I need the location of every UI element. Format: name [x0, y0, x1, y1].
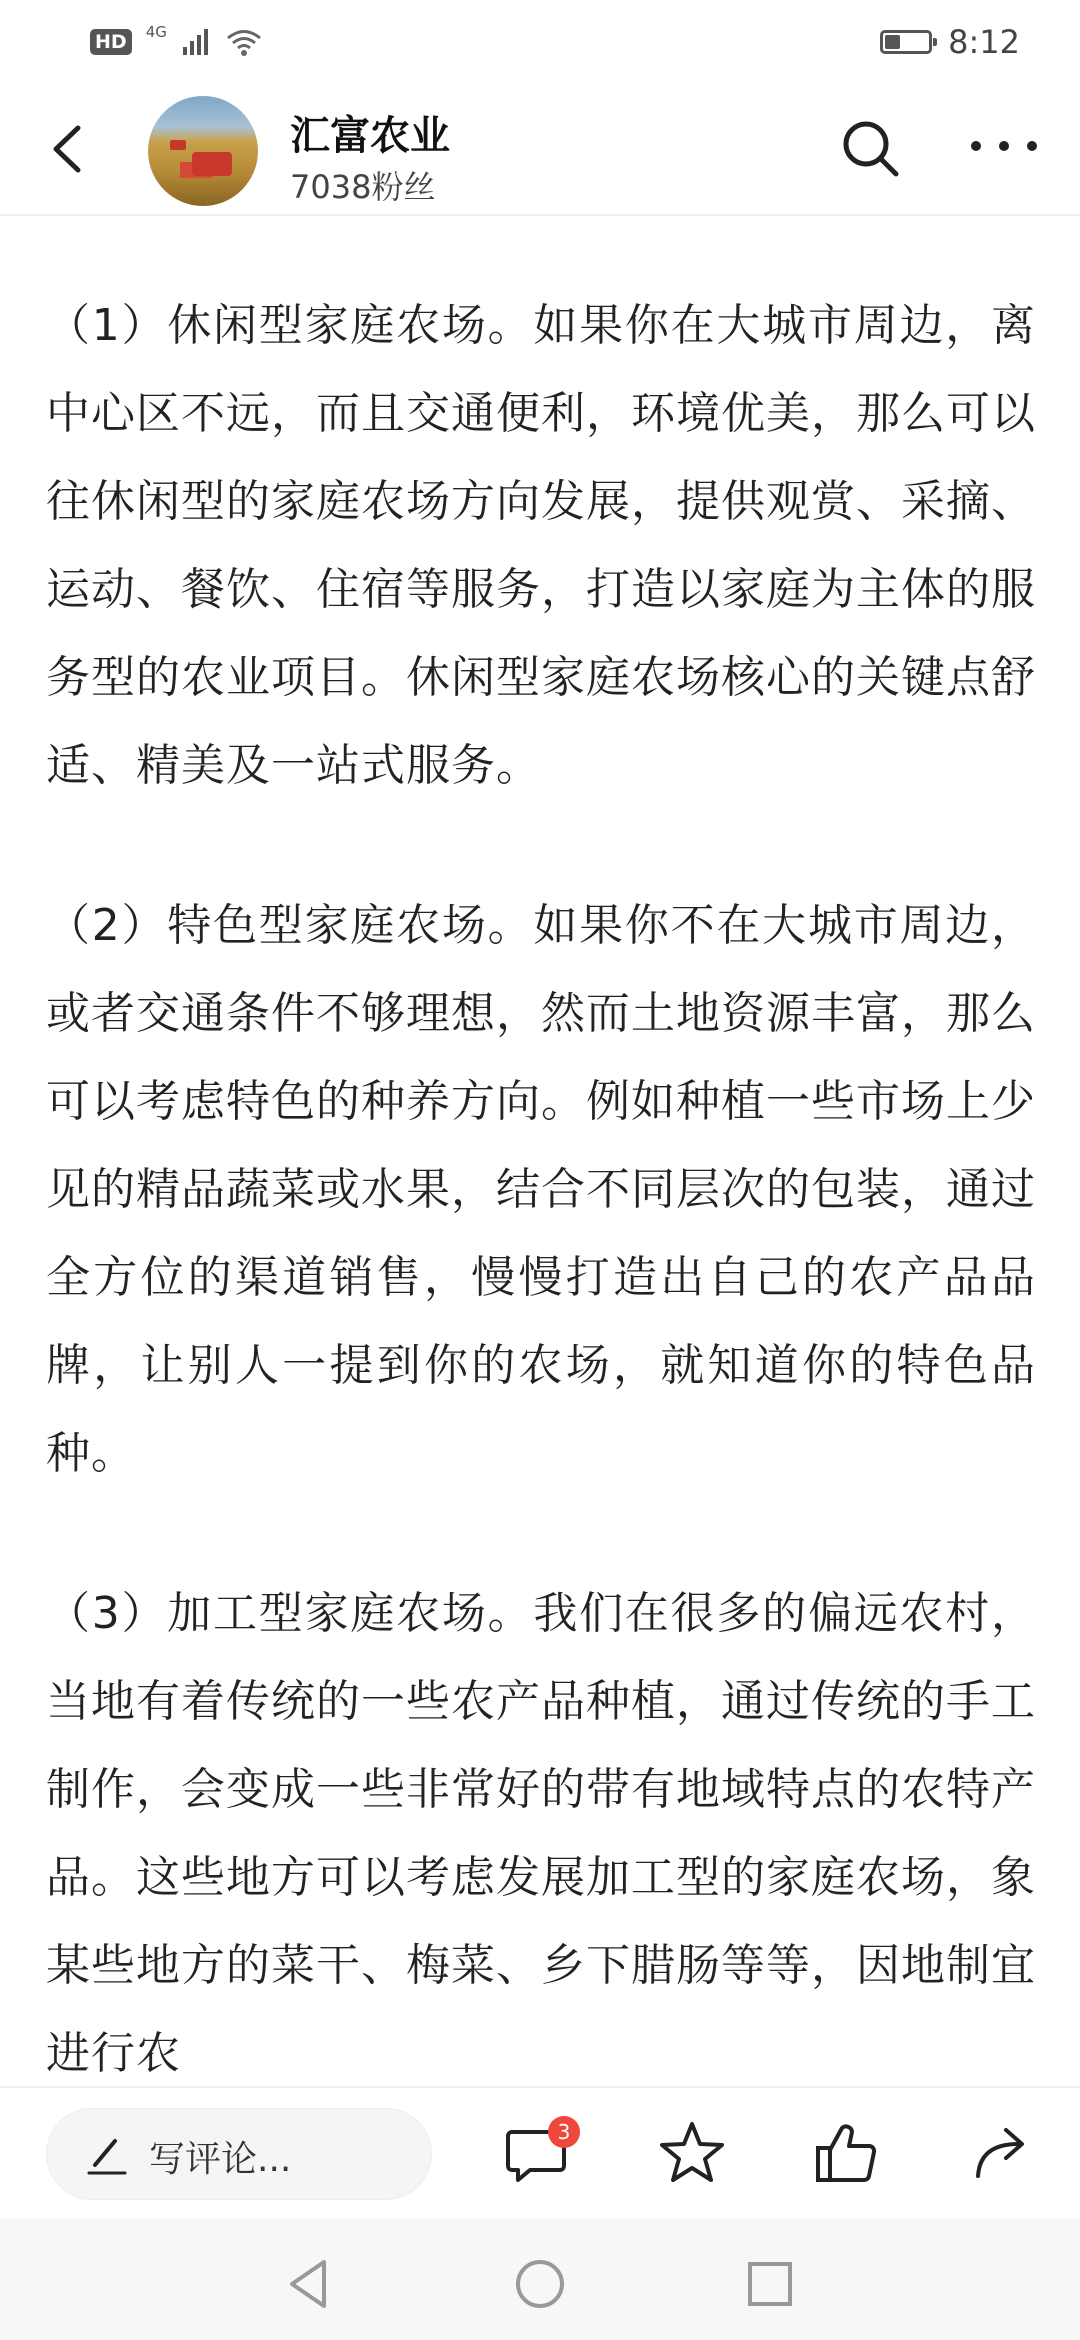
- back-button[interactable]: [40, 114, 100, 184]
- like-button[interactable]: [810, 2114, 886, 2190]
- nav-back-triangle-icon: [280, 2254, 340, 2314]
- article-body: [46, 216, 1036, 2086]
- status-left: [90, 23, 263, 57]
- nav-home-circle-icon: [510, 2254, 570, 2314]
- network-type: 4G: [145, 23, 167, 41]
- battery-icon: [880, 30, 932, 54]
- comment-input[interactable]: [46, 2108, 432, 2200]
- app-header: [0, 84, 1080, 216]
- comment-count-badge: 3: [548, 2116, 580, 2148]
- favorite-button[interactable]: [654, 2114, 730, 2190]
- comment-placeholder: 写评论...: [149, 2139, 292, 2180]
- article-paragraph-1: （1）休闲型家庭农场。如果你在大城市周边，离中心区不远，而且交通便利，环境优美，那么可以往休闲型的家庭农场方向发展，提供观赏、采摘、运动、餐饮、住宿等服务，打造以家庭为主体的服务型的农业项目。休闲型家庭农场核心的关键点舒适、精美及一站式服务。: [46, 300, 1036, 791]
- status-bar: [0, 0, 1080, 84]
- article-paragraph-3: （3）加工型家庭农场。我们在很多的偏远农村，当地有着传统的一些农产品种植，通过传统的手工制作，会变成一些非常好的带有地域特点的农特产品。这些地方可以考虑发展加工型的家庭农场，象某些地方的菜干、梅菜、乡下腊肠等等，因地制宜进行农: [46, 1588, 1036, 2079]
- account-name[interactable]: 汇富农业: [290, 113, 450, 159]
- pen-icon: [85, 2133, 129, 2177]
- back-arrow-icon: [40, 114, 100, 184]
- nav-recents-square-icon: [740, 2254, 800, 2314]
- more-dots-icon: [966, 126, 1042, 166]
- wifi-icon: [225, 27, 263, 57]
- nav-back-button[interactable]: [280, 2254, 340, 2314]
- search-icon: [836, 114, 906, 184]
- star-icon: [654, 2114, 730, 2190]
- article-paragraph-2: （2）特色型家庭农场。如果你不在大城市周边，或者交通条件不够理想，然而土地资源丰富，那么可以考虑特色的种养方向。例如种植一些市场上少见的精品蔬菜或水果，结合不同层次的包装，通过全方位的渠道销售，慢慢打造出自己的农产品品牌，让别人一提到你的农场，就知道你的特色品种。: [46, 900, 1036, 1479]
- avatar[interactable]: [148, 96, 258, 206]
- status-right: [880, 23, 1020, 61]
- nav-home-button[interactable]: [510, 2254, 570, 2314]
- signal-icon: [181, 27, 211, 57]
- nav-recents-button[interactable]: [740, 2254, 800, 2314]
- thumbs-up-icon: [810, 2114, 886, 2190]
- system-navigation-bar: [0, 2218, 1080, 2340]
- hd-badge: HD: [90, 29, 132, 55]
- share-arrow-icon: [966, 2114, 1042, 2190]
- bottom-action-bar: [0, 2086, 1080, 2218]
- clock: 8:12: [948, 23, 1020, 61]
- avatar-harvester: [192, 152, 232, 176]
- share-button[interactable]: [966, 2114, 1042, 2190]
- search-button[interactable]: [836, 114, 906, 184]
- follower-count: 7038粉丝: [290, 168, 436, 206]
- avatar-harvester-small: [170, 140, 186, 150]
- more-button[interactable]: [966, 126, 1042, 166]
- battery-level: [885, 35, 900, 49]
